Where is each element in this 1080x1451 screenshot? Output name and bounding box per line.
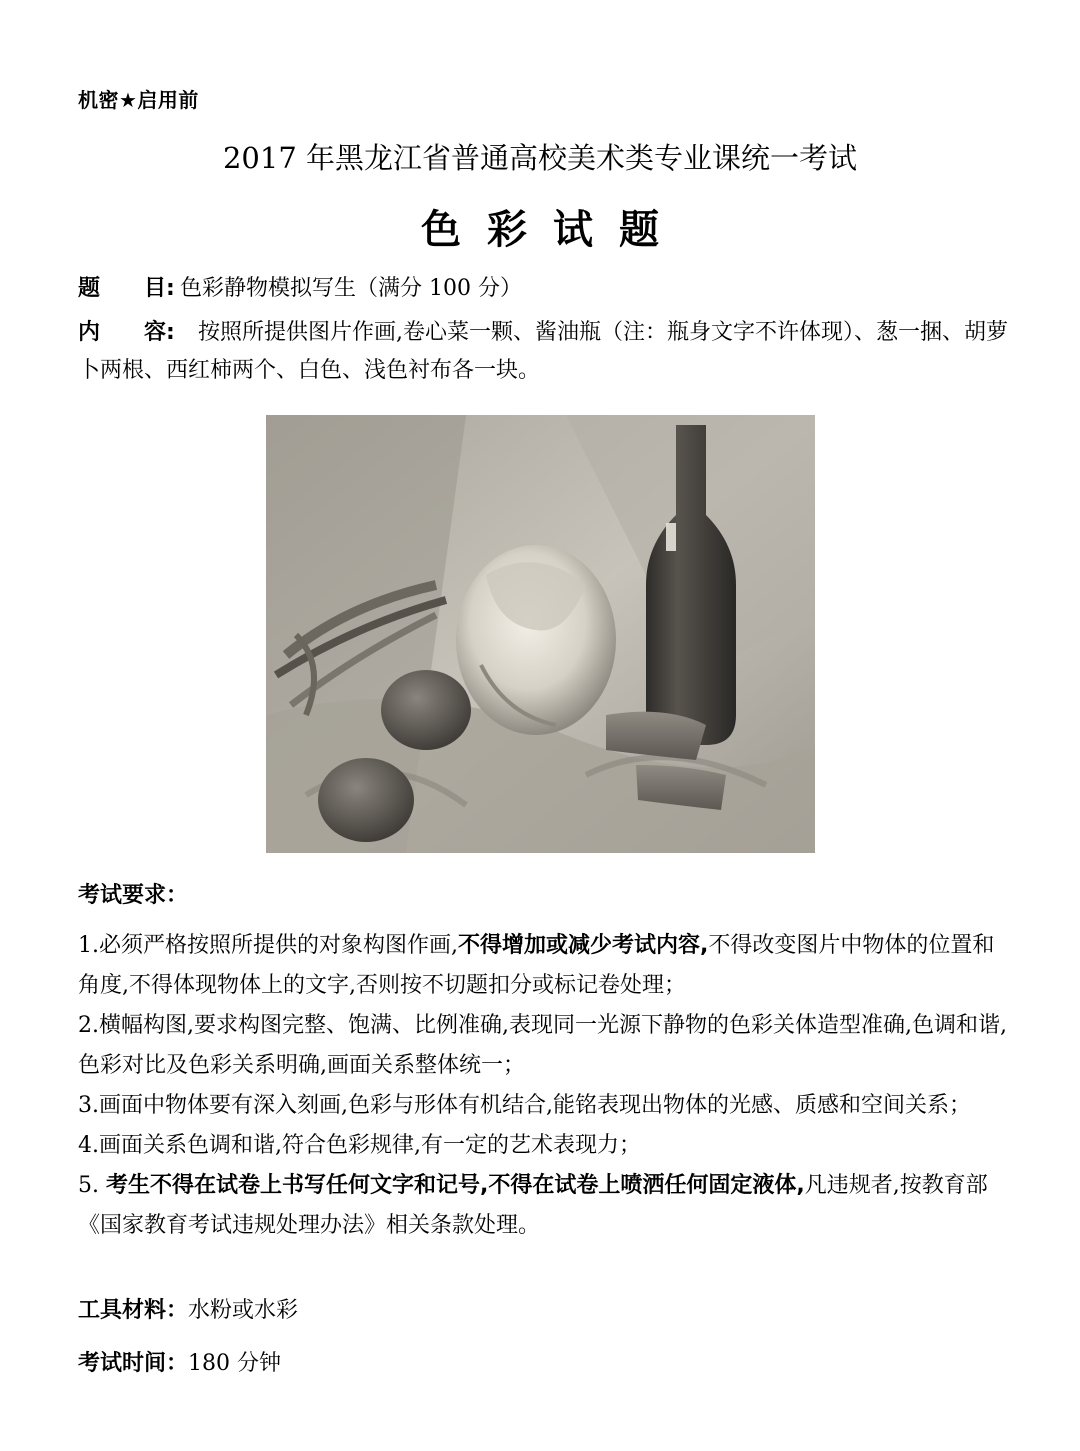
time-row xyxy=(78,1346,281,1377)
subject-title: 色彩试题 xyxy=(421,207,685,253)
exam-title: 2017 年黑龙江省普通高校美术类专业课统一考试 xyxy=(222,141,858,175)
requirement-item xyxy=(78,1006,1008,1086)
requirement-text: 不得改变图片中物体的位置和角度,不得体现物体上的文字,否则按不切题扣分或标记卷处理； xyxy=(78,933,995,998)
still-life-photo xyxy=(266,415,815,853)
content-row xyxy=(78,314,1008,390)
requirement-item xyxy=(78,1166,1008,1246)
confidential-label: 机密★启用前 xyxy=(78,88,199,112)
requirement-text: 5. xyxy=(78,1173,106,1198)
content-label: 内 容: xyxy=(78,320,175,345)
requirement-text: 1.必须严格按照所提供的对象构图作画, xyxy=(78,933,458,958)
content-value: 按照所提供图片作画,卷心菜一颗、酱油瓶（注：瓶身文字不许体现）、葱一捆、胡萝卜两根、西红柿两个、白色、浅色衬布各一块。 xyxy=(78,320,1008,383)
topic-row xyxy=(78,270,522,308)
time-value: 180 分钟 xyxy=(188,1351,282,1376)
requirement-item xyxy=(78,1126,1008,1166)
requirement-item xyxy=(78,1086,1008,1126)
requirements-list xyxy=(78,926,1008,1246)
requirement-text: 4.画面关系色调和谐,符合色彩规律,有一定的艺术表现力； xyxy=(78,1133,641,1158)
requirement-text: 凡违规者,按教育部《国家教育考试违规处理办法》相关条款处理。 xyxy=(78,1173,988,1238)
time-label: 考试时间： xyxy=(78,1351,189,1376)
topic-value: 色彩静物模拟写生（满分 100 分） xyxy=(180,276,522,301)
still-life-illustration xyxy=(266,415,815,853)
requirement-emphasis: 考生不得在试卷上书写任何文字和记号,不得在试卷上喷洒任何固定液体, xyxy=(105,1173,805,1198)
requirements-heading: 考试要求： xyxy=(78,883,189,908)
tools-row xyxy=(78,1293,298,1324)
tools-value: 水粉或水彩 xyxy=(188,1298,299,1323)
requirement-text: 3.画面中物体要有深入刻画,色彩与形体有机结合,能铭表现出物体的光感、质感和空间关系； xyxy=(78,1093,971,1118)
topic-label: 题 目: xyxy=(78,276,175,301)
tools-label: 工具材料： xyxy=(78,1298,189,1323)
requirement-text: 2.横幅构图,要求构图完整、饱满、比例准确,表现同一光源下静物的色彩关体造型准确,色调和谐,色彩对比及色彩关系明确,画面关系整体统一； xyxy=(78,1013,1007,1078)
requirement-emphasis: 不得增加或减少考试内容, xyxy=(458,933,709,958)
requirement-item xyxy=(78,926,1008,1006)
